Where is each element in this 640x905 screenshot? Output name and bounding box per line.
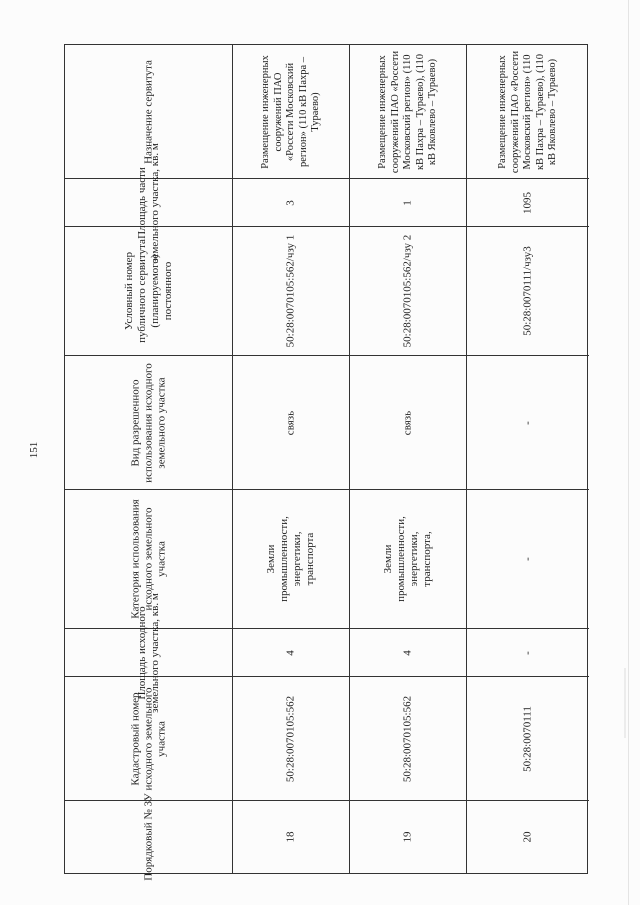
header-cell-permitted-use: Вид разрешенного использования исходного земельного участка (65, 356, 233, 490)
page-number: 151 (28, 441, 40, 459)
header-cell-source-area: Площадь исходного земельного участка, кв. м (65, 629, 233, 677)
table-cell: 50:28:0070105:562/чзу 1 (233, 227, 350, 356)
table-cell: 19 (350, 801, 467, 873)
table-cell: 1 (350, 179, 467, 227)
scan-artifact (624, 668, 626, 738)
table-cell: Земли промышленности, энергетики, транспорта (233, 490, 350, 629)
header-cell-part-area: Площадь части земельного участка, кв. м (65, 179, 233, 227)
header-cell-category: Категория использования исходного земельного участка (65, 490, 233, 629)
table-cell: - (467, 490, 589, 629)
table-cell: 50:28:0070111 (467, 677, 589, 801)
table-cell: Размещение инженерных сооружений ПАО «Россети Московский регион» (110 кВ Пахра – Тураево), (110 кВ Яковлево – Тураево) (467, 45, 589, 179)
table-cell: Земли промышленности, энергетики, транспорта, (350, 490, 467, 629)
table-cell: 3 (233, 179, 350, 227)
table-cell: 1095 (467, 179, 589, 227)
table-cell: 4 (233, 629, 350, 677)
header-cell-cadastral-number: Кадастровый номер исходного земельного участка (65, 677, 233, 801)
table-cell: Размещение инженерных сооружений ПАО «Россети Московский регион» (110 кВ Пахра – Тураево), (110 кВ Яковлево – Тураево) (350, 45, 467, 179)
servitude-table (64, 44, 588, 881)
table-cell: связь (233, 356, 350, 490)
table-cell: - (467, 356, 589, 490)
table-cell: 18 (233, 801, 350, 873)
scan-edge-line (628, 0, 629, 905)
table-cell: 50:28:0070111/чзу3 (467, 227, 589, 356)
table-cell: 50:28:0070105:562/чзу 2 (350, 227, 467, 356)
table-cell: - (467, 629, 589, 677)
table-cell: 4 (350, 629, 467, 677)
header-cell-servitude-number: Условный номер публичного сервитута (планируемого) постоянного (65, 227, 233, 356)
header-cell-serial-number: Порядковый № ЗУ (65, 801, 233, 873)
table-cell: 50:28:0070105:562 (350, 677, 467, 801)
table-cell: Размещение инженерных сооружений ПАО «Россети Московский регион» (110 кВ Пахра – Тураево) (233, 45, 350, 179)
table-cell: связь (350, 356, 467, 490)
table-cell: 20 (521, 831, 534, 843)
table-cell: 50:28:0070105:562 (233, 677, 350, 801)
header-cell-purpose: Назначение сервитута (65, 45, 233, 179)
